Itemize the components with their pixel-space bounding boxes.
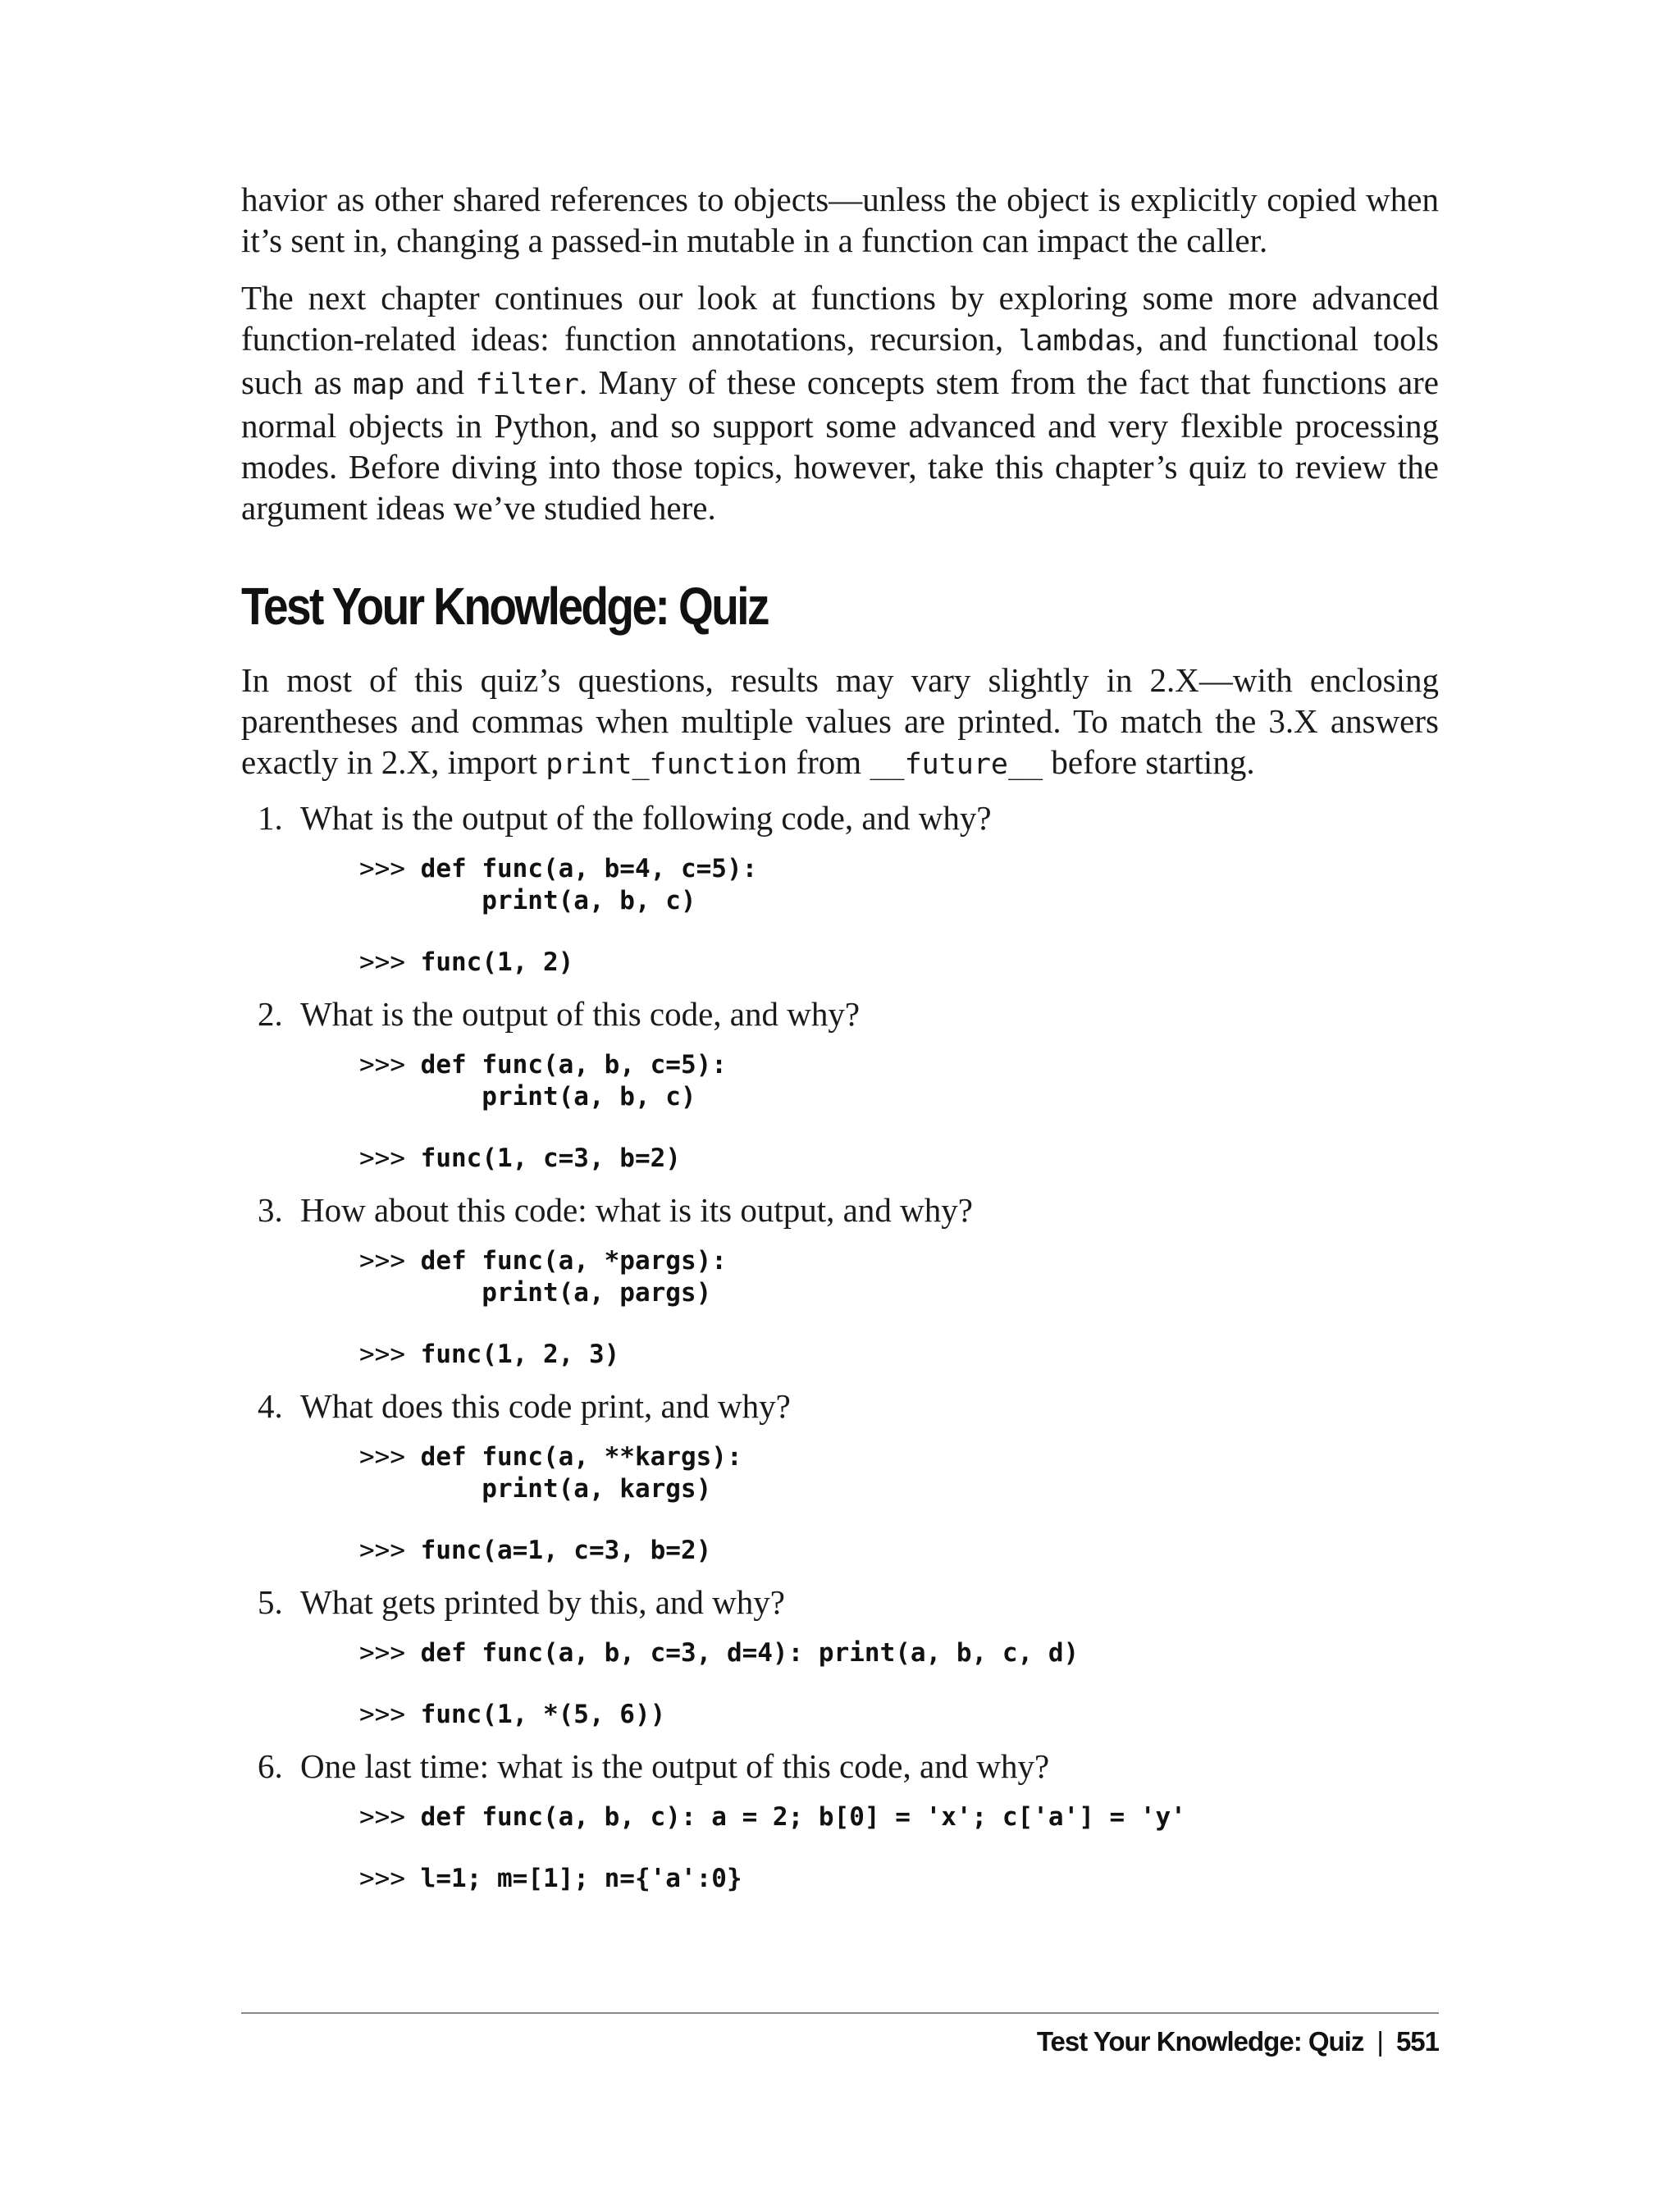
footer-section-title: Test Your Knowledge: Quiz bbox=[1036, 2026, 1364, 2057]
intro-text: before starting. bbox=[1043, 743, 1255, 781]
question-text: What gets printed by this, and why? bbox=[300, 1583, 785, 1621]
page-number: 551 bbox=[1395, 2026, 1439, 2057]
code-block bbox=[241, 1637, 1439, 1731]
code-block bbox=[241, 1441, 1439, 1567]
prompt: >>> bbox=[359, 1144, 405, 1173]
page-content bbox=[241, 0, 1439, 2205]
prompt: >>> bbox=[359, 1246, 405, 1276]
intro-text: In most of this quiz’s questions, results may vary slightly in 2.X—with enclosing parentheses and commas when multiple values are printed. To match the 3.X answers exactly in 2.X, import bbox=[241, 661, 1439, 781]
quiz-question bbox=[241, 1189, 1439, 1371]
code-text: l=1; m=[1]; n={'a':0} bbox=[420, 1864, 742, 1893]
code-block bbox=[241, 1245, 1439, 1371]
code-text: func(1, c=3, b=2) bbox=[420, 1144, 681, 1173]
question-number: 2. bbox=[258, 995, 283, 1033]
paragraph-continuation: havior as other shared references to objects—unless the object is explicitly copied when it’s sent in, changing a passed-in mutable in a function can impact the caller. bbox=[241, 180, 1439, 259]
question-number: 6. bbox=[258, 1747, 283, 1785]
code-text: def func(a, **kargs): bbox=[420, 1442, 742, 1472]
prompt: >>> bbox=[359, 1864, 405, 1893]
code-text: func(1, 2) bbox=[420, 947, 574, 977]
code-line bbox=[359, 885, 1439, 917]
paragraph-text: s, and functional tools such as bbox=[241, 320, 1439, 401]
code-text: func(a=1, c=3, b=2) bbox=[420, 1536, 712, 1565]
code-text: print(a, b, c) bbox=[420, 1082, 696, 1112]
paragraph-next-chapter bbox=[241, 277, 1439, 528]
question-text: How about this code: what is its output, and why? bbox=[300, 1191, 973, 1229]
prompt: >>> bbox=[359, 1536, 405, 1565]
quiz-question-list bbox=[241, 797, 1439, 1910]
code-line bbox=[359, 1699, 1439, 1731]
prompt: >>> bbox=[359, 947, 405, 977]
code-text: print(a, b, c) bbox=[420, 886, 696, 915]
code-block bbox=[241, 853, 1439, 979]
prompt: >>> bbox=[359, 1802, 405, 1832]
code-text: def func(a, b, c=3, d=4): print(a, b, c, d) bbox=[420, 1638, 1080, 1668]
question-number: 3. bbox=[258, 1191, 283, 1229]
prompt: >>> bbox=[359, 854, 405, 883]
footer-separator: | bbox=[1376, 2026, 1383, 2057]
code-line bbox=[359, 1863, 1439, 1895]
inline-code-future: __future__ bbox=[870, 748, 1043, 781]
inline-code-map: map bbox=[353, 368, 405, 401]
intro-text: from bbox=[788, 743, 870, 781]
code-line bbox=[359, 1245, 1439, 1277]
quiz-question bbox=[241, 797, 1439, 979]
code-text: def func(a, b, c=5): bbox=[420, 1050, 727, 1080]
code-line bbox=[359, 1049, 1439, 1081]
paragraph-text: and bbox=[404, 363, 476, 401]
prompt: >>> bbox=[359, 1340, 405, 1369]
quiz-question bbox=[241, 1386, 1439, 1567]
code-text: print(a, pargs) bbox=[420, 1278, 712, 1308]
code-line bbox=[359, 1801, 1439, 1833]
code-line bbox=[359, 1637, 1439, 1669]
quiz-question bbox=[241, 993, 1439, 1175]
question-text: One last time: what is the output of this code, and why? bbox=[300, 1747, 1050, 1785]
prompt: >>> bbox=[359, 1638, 405, 1668]
code-text: func(1, *(5, 6)) bbox=[420, 1700, 666, 1729]
code-line bbox=[359, 1473, 1439, 1505]
code-block bbox=[241, 1801, 1439, 1895]
code-line bbox=[359, 1339, 1439, 1371]
prompt: >>> bbox=[359, 1700, 405, 1729]
code-line bbox=[359, 1535, 1439, 1567]
question-text: What is the output of this code, and why? bbox=[300, 995, 861, 1033]
quiz-intro bbox=[241, 660, 1439, 785]
code-text: def func(a, *pargs): bbox=[420, 1246, 727, 1276]
code-line bbox=[359, 947, 1439, 979]
inline-code-print-function: print_function bbox=[546, 748, 788, 781]
code-line bbox=[359, 1081, 1439, 1113]
code-text: func(1, 2, 3) bbox=[420, 1340, 620, 1369]
prompt: >>> bbox=[359, 1442, 405, 1472]
question-number: 1. bbox=[258, 799, 283, 837]
question-number: 5. bbox=[258, 1583, 283, 1621]
quiz-question bbox=[241, 1582, 1439, 1731]
code-line bbox=[359, 1277, 1439, 1309]
question-number: 4. bbox=[258, 1387, 283, 1425]
code-text: print(a, kargs) bbox=[420, 1474, 712, 1504]
code-line bbox=[359, 1143, 1439, 1175]
quiz-question bbox=[241, 1746, 1439, 1895]
inline-code-lambda: lambda bbox=[1018, 325, 1122, 358]
question-text: What is the output of the following code, and why? bbox=[300, 799, 992, 837]
prompt: >>> bbox=[359, 1050, 405, 1080]
paragraph-text: . Many of these concepts stem from the fact that functions are normal objects in Python, and so support some advanced and very flexible processing modes. Before diving into those topics, however, take this chapter’s quiz to review the argument ideas we’ve studied here. bbox=[241, 363, 1439, 527]
code-text: def func(a, b=4, c=5): bbox=[420, 854, 758, 883]
code-line bbox=[359, 853, 1439, 885]
code-line bbox=[359, 1441, 1439, 1473]
paragraph-text: The next chapter continues our look at functions by exploring some more advanced function-related ideas: function annotations, recursion, bbox=[241, 279, 1439, 358]
running-footer bbox=[1037, 2026, 1439, 2057]
inline-code-filter: filter bbox=[475, 368, 579, 401]
code-block bbox=[241, 1049, 1439, 1175]
question-text: What does this code print, and why? bbox=[300, 1387, 791, 1425]
section-title: Test Your Knowledge: Quiz bbox=[241, 577, 768, 636]
footer-rule bbox=[241, 2012, 1439, 2014]
code-text: def func(a, b, c): a = 2; b[0] = 'x'; c['a'] = 'y' bbox=[420, 1802, 1186, 1832]
